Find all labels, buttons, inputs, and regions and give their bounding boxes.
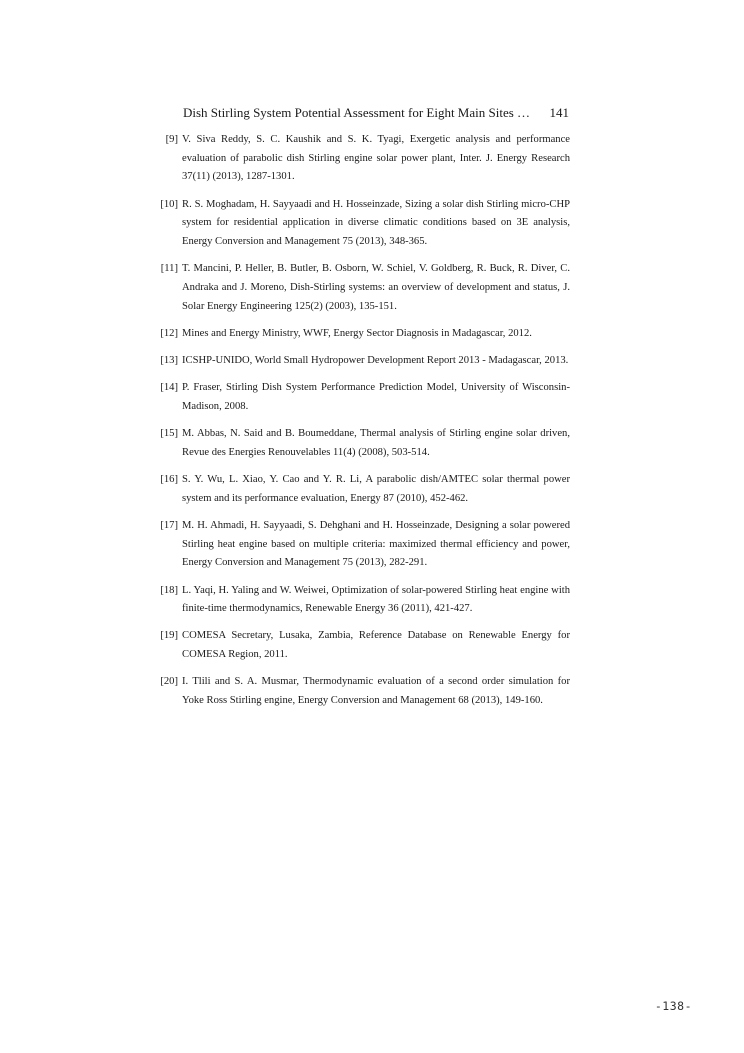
reference-number: [12] (160, 327, 178, 339)
running-header (183, 104, 569, 122)
reference-item (150, 196, 570, 252)
reference-text: I. Tlili and S. A. Musmar, Thermodynamic evaluation of a second order simulation for Yoke Ross Stirling engine, Energy Conversion and Management 68 (2013), 149-160. (182, 676, 570, 707)
reference-text: S. Y. Wu, L. Xiao, Y. Cao and Y. R. Li, A parabolic dish/AMTEC solar thermal power system and its performance evaluation, Energy 87 (2010), 452-462. (182, 474, 570, 504)
reference-item (150, 673, 570, 710)
reference-item (150, 471, 570, 508)
running-title: Dish Stirling System Potential Assessment for Eight Main Sites … (183, 105, 531, 120)
reference-text: ICSHP-UNIDO, World Small Hydropower Development Report 2013 - Madagascar, 2013. (182, 355, 569, 367)
reference-item (150, 131, 570, 187)
reference-text: M. H. Ahmadi, H. Sayyaadi, S. Dehghani and H. Hosseinzade, Designing a solar powered Stirling heat engine based on multiple criteria: maximized thermal efficiency and power, Energy Conversion and Management 75 (2013), 282-291. (182, 519, 570, 569)
reference-item (150, 517, 570, 573)
page-footer-number: -138- (654, 999, 692, 1013)
reference-text: COMESA Secretary, Lusaka, Zambia, Reference Database on Renewable Energy for COMESA Region, 2011. (182, 630, 570, 661)
reference-number: [13] (160, 355, 178, 367)
reference-number: [16] (160, 474, 178, 486)
reference-text: V. Siva Reddy, S. C. Kaushik and S. K. Tyagi, Exergetic analysis and performance evaluation of parabolic dish Stirling engine solar power plant, Inter. J. Energy Research 37(11) (2013), 1287-1301. (182, 134, 570, 183)
reference-number: [9] (165, 134, 178, 145)
reference-item (150, 325, 570, 344)
reference-item (150, 379, 570, 416)
reference-item (150, 352, 570, 371)
reference-text: R. S. Moghadam, H. Sayyaadi and H. Hosseinzade, Sizing a solar dish Stirling micro-CHP system for residential application in diverse climatic conditions based on 3E analysis, Energy Conversion and Management 75 (2013), 348-365. (182, 198, 570, 248)
reference-number: [19] (160, 630, 178, 642)
header-page-number: 141 (549, 105, 569, 120)
reference-item (150, 425, 570, 462)
reference-number: [11] (160, 263, 178, 275)
reference-number: [15] (160, 428, 178, 440)
reference-item (150, 627, 570, 664)
reference-number: [14] (160, 382, 178, 394)
reference-text: L. Yaqi, H. Yaling and W. Weiwei, Optimization of solar-powered Stirling heat engine with finite-time thermodynamics, Renewable Energy 36 (2011), 421-427. (182, 584, 570, 615)
reference-number: [18] (160, 584, 178, 596)
reference-text: Mines and Energy Ministry, WWF, Energy Sector Diagnosis in Madagascar, 2012. (182, 327, 532, 339)
reference-number: [17] (160, 519, 178, 531)
reference-number: [10] (160, 198, 178, 210)
reference-item (150, 582, 570, 619)
reference-number: [20] (160, 676, 178, 688)
reference-text: T. Mancini, P. Heller, B. Butler, B. Osborn, W. Schiel, V. Goldberg, R. Buck, R. Diver, C. Andraka and J. Moreno, Dish-Stirling systems: an overview of development and status, J. Solar Energy Engineering 125(2) (2003), 135-151. (182, 263, 570, 312)
reference-item (150, 260, 570, 316)
reference-text: M. Abbas, N. Said and B. Boumeddane, Thermal analysis of Stirling engine solar driven, Revue des Energies Renouvelables 11(4) (2008), 503-514. (182, 428, 570, 458)
reference-text: P. Fraser, Stirling Dish System Performance Prediction Model, University of Wisconsin-Madison, 2008. (182, 382, 570, 412)
reference-list (150, 131, 570, 719)
